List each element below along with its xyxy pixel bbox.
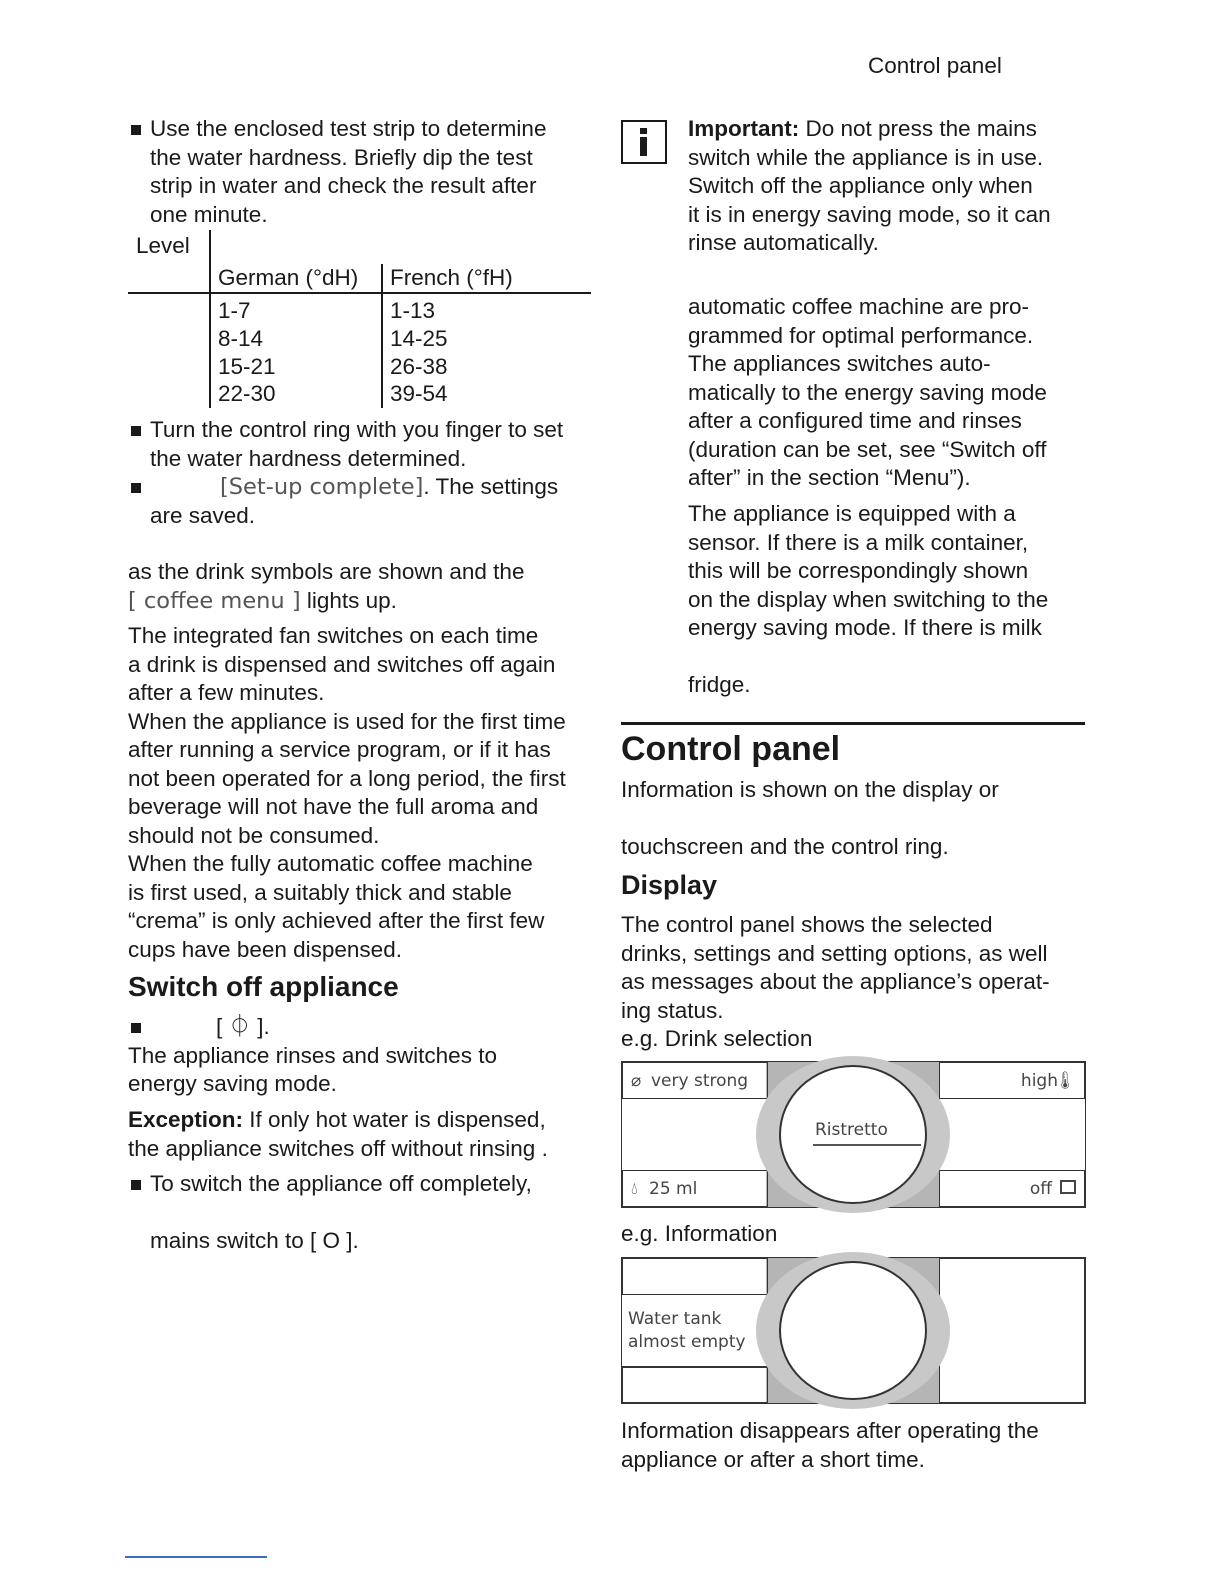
- section-rule: [621, 722, 1085, 725]
- paragraph-line: The control panel shows the selected: [621, 912, 993, 937]
- paragraph-line: Exception: If only hot water is dispensed,: [128, 1107, 546, 1132]
- selected-drink-label: Ristretto: [815, 1120, 888, 1140]
- bullet-line: [Set-up complete]. The settings: [220, 474, 559, 500]
- table-cell: 8-14: [218, 326, 264, 351]
- paragraph-line: Information is shown on the display or: [621, 777, 999, 802]
- paragraph-line: (duration can be set, see “Switch off: [688, 436, 1047, 462]
- bullet-line: the water hardness. Briefly dip the test: [150, 144, 533, 170]
- paragraph-line: The appliances switches auto-: [688, 351, 991, 376]
- subheading-display: Display: [621, 870, 718, 900]
- paragraph-line: [ coffee menu ] lights up.: [128, 587, 397, 614]
- information-display: [621, 1257, 1086, 1404]
- temperature-cell: [939, 1062, 1085, 1099]
- table-header-german: German (°dH): [218, 265, 359, 290]
- section-heading-switch-off: Switch off appliance: [128, 971, 399, 1002]
- bullet-marker: [131, 1023, 141, 1033]
- important-line: switch while the appliance is in use.: [688, 144, 1044, 170]
- paragraph-line: The appliance is equipped with a: [688, 501, 1016, 526]
- message-line: almost empty: [628, 1332, 746, 1352]
- bullet-line: mains switch to [ O ].: [150, 1228, 359, 1253]
- cup-cell: [939, 1170, 1085, 1207]
- paragraph-line: this will be correspondingly shown: [688, 558, 1029, 583]
- paragraph-line: sensor. If there is a milk container,: [688, 529, 1029, 555]
- table-level-label: Level: [136, 233, 190, 258]
- bullet-marker: [131, 1180, 141, 1190]
- message-line: Water tank: [628, 1309, 722, 1329]
- section-heading-control-panel: Control panel: [621, 730, 841, 768]
- bullet-line: one minute.: [150, 201, 268, 227]
- table-cell: 26-38: [390, 354, 448, 379]
- paragraph-line: The integrated fan switches on each time: [128, 623, 539, 648]
- empty-cell: [622, 1258, 768, 1295]
- bullet-line: are saved.: [150, 502, 256, 528]
- paragraph-line: drinks, settings and setting options, as well: [621, 940, 1048, 966]
- footnote-rule: [125, 1556, 267, 1558]
- table-cell: 14-25: [390, 326, 448, 351]
- cup-warmer-icon: [1060, 1180, 1076, 1194]
- paragraph-line: When the appliance is used for the first time: [128, 708, 566, 734]
- paragraph-line: after a configured time and rinses: [688, 408, 1022, 433]
- strength-cell: [622, 1062, 768, 1099]
- important-label: Important:: [688, 116, 800, 141]
- drop-icon: 💧︎: [631, 1179, 638, 1199]
- strength-value: very strong: [651, 1071, 749, 1091]
- bullet-line: To switch the appliance off completely,: [150, 1171, 532, 1196]
- paragraph-line: after a few minutes.: [128, 680, 325, 705]
- paragraph-line: energy saving mode.: [128, 1071, 337, 1096]
- bullet-marker: [131, 426, 141, 436]
- display-text-coffee-menu: [ coffee menu ]: [128, 587, 301, 614]
- paragraph-line: automatic coffee machine are pro-: [688, 294, 1030, 319]
- table-cell: 39-54: [390, 381, 448, 406]
- paragraph-line: When the fully automatic coffee machine: [128, 851, 533, 876]
- important-line: Switch off the appliance only when: [688, 173, 1033, 198]
- paragraph-line: grammed for optimal performance.: [688, 322, 1034, 348]
- bullet-line: the water hardness determined.: [150, 445, 467, 471]
- bullet-marker: [131, 483, 141, 493]
- paragraph-line: not been operated for a long period, the first: [128, 765, 566, 791]
- paragraph-line: beverage will not have the full aroma and: [128, 794, 539, 819]
- info-icon: [621, 120, 667, 164]
- empty-cell: [622, 1366, 768, 1403]
- paragraph-line: cups have been dispensed.: [128, 936, 402, 962]
- paragraph-line: the appliance switches off without rinsing .: [128, 1135, 548, 1161]
- paragraph-line: after running a service program, or if it has: [128, 737, 551, 762]
- table-divider: [209, 230, 211, 408]
- display-text-setup-complete: [Set-up complete]: [220, 474, 424, 500]
- paragraph-line: fridge.: [688, 672, 751, 697]
- table-header-french: French (°fH): [390, 265, 513, 290]
- bullet-marker: [131, 125, 141, 135]
- paragraph-line: is first used, a suitably thick and stable: [128, 879, 512, 905]
- paragraph-line: as messages about the appliance’s operat-: [621, 969, 1050, 994]
- table-divider: [381, 264, 383, 408]
- table-cell: 15-21: [218, 354, 276, 379]
- empty-cell: [939, 1258, 1085, 1403]
- paragraph-line: “crema” is only achieved after the first few: [128, 908, 545, 933]
- paragraph-line: appliance or after a short time.: [621, 1446, 925, 1472]
- important-line: rinse automatically.: [688, 230, 879, 255]
- paragraph-line: Information disappears after operating the: [621, 1418, 1039, 1443]
- thermometer-icon: 🌡︎: [1054, 1071, 1076, 1091]
- paragraph-line: after” in the section “Menu”).: [688, 465, 971, 490]
- caption-drink-selection: e.g. Drink selection: [621, 1026, 813, 1051]
- power-symbol: [ ⏀ ].: [216, 1014, 270, 1039]
- paragraph-line: a drink is dispensed and switches off again: [128, 651, 556, 677]
- paragraph-line: should not be consumed.: [128, 822, 380, 848]
- paragraph-line: touchscreen and the control ring.: [621, 834, 949, 859]
- paragraph-line: ing status.: [621, 997, 724, 1023]
- paragraph-line: energy saving mode. If there is milk: [688, 615, 1042, 640]
- table-cell: 1-7: [218, 298, 251, 323]
- important-line: Important: Do not press the mains: [688, 116, 1037, 141]
- volume-cell: [622, 1170, 768, 1207]
- bullet-line: strip in water and check the result after: [150, 173, 537, 198]
- caption-information: e.g. Information: [621, 1221, 778, 1246]
- ring-center-display: [779, 1065, 927, 1204]
- paragraph-line: on the display when switching to the: [688, 586, 1049, 612]
- bean-icon: ⌀: [631, 1071, 642, 1091]
- table-cell: 22-30: [218, 381, 276, 406]
- paragraph-line: The appliance rinses and switches to: [128, 1042, 497, 1068]
- paragraph-line: matically to the energy saving mode: [688, 379, 1047, 405]
- bullet-line: Use the enclosed test strip to determine: [150, 116, 547, 141]
- paragraph-line: as the drink symbols are shown and the: [128, 559, 525, 584]
- ring-center-display: [779, 1261, 927, 1400]
- drink-selection-display: [621, 1061, 1086, 1208]
- table-rule: [128, 292, 591, 294]
- exception-label: Exception:: [128, 1107, 244, 1132]
- bullet-line: Turn the control ring with you finger to set: [150, 417, 564, 442]
- temperature-value: high: [1020, 1071, 1058, 1091]
- running-title: Control panel: [868, 53, 1002, 78]
- volume-value: 25 ml: [649, 1179, 698, 1199]
- table-cell: 1-13: [390, 298, 436, 323]
- message-cell: [622, 1294, 768, 1368]
- important-line: it is in energy saving mode, so it can: [688, 201, 1051, 227]
- cup-value: off: [1029, 1179, 1052, 1199]
- drink-underline: [813, 1144, 921, 1146]
